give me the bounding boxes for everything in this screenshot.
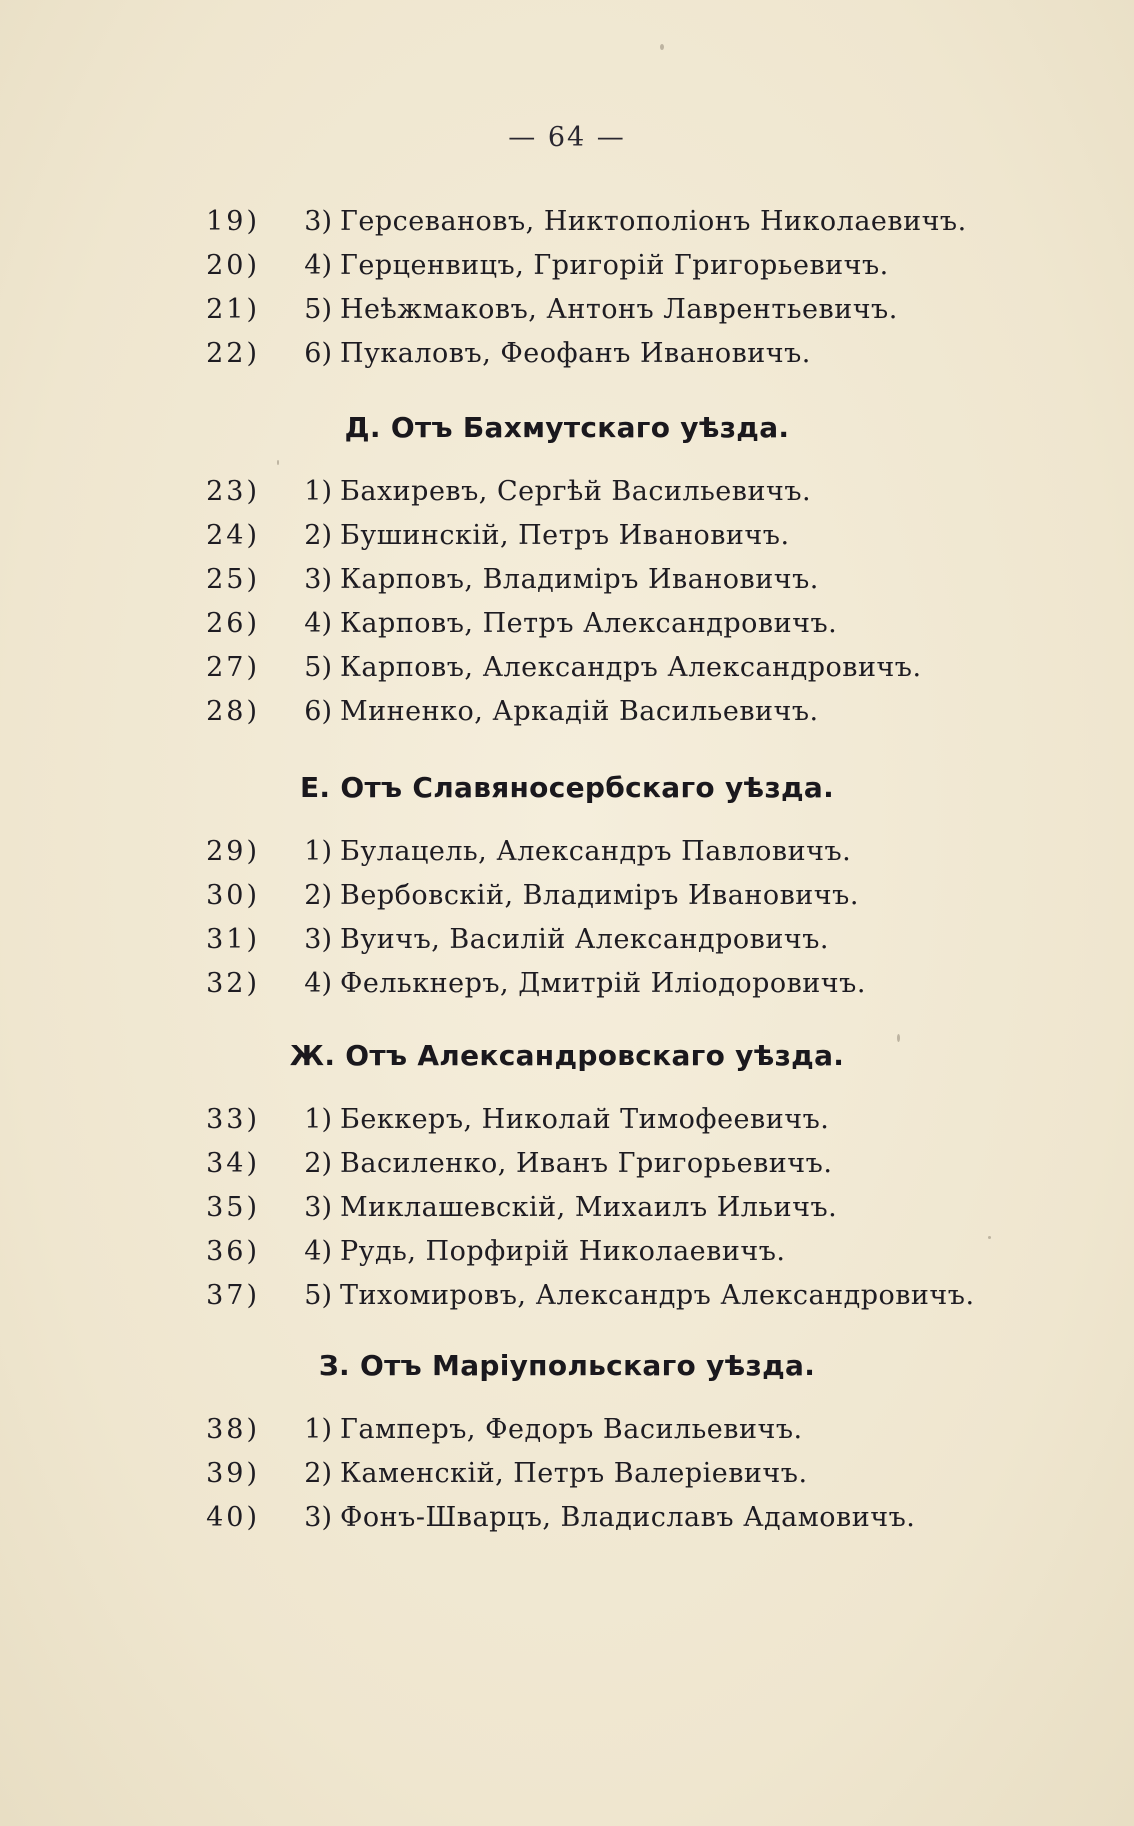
entry-name: Бушинскій, Петръ Ивановичъ.: [340, 520, 790, 551]
entry-name: Булацель, Александръ Павловичъ.: [340, 836, 852, 867]
entry-number: 40): [206, 1502, 260, 1533]
entry-name: Гамперъ, Федоръ Васильевичъ.: [340, 1414, 803, 1445]
entry-subnumber: 5): [304, 652, 332, 683]
entry-number: 36): [206, 1236, 260, 1267]
entry-number: 25): [206, 564, 260, 595]
paper-speck: [897, 1034, 900, 1042]
entry-number: 38): [206, 1414, 260, 1445]
entry-subnumber: 3): [304, 206, 332, 237]
entry-name: Карповъ, Владиміръ Ивановичъ.: [340, 564, 819, 595]
entry-name: Тихомировъ, Александръ Александровичъ.: [340, 1280, 975, 1311]
entry-name: Вербовскій, Владиміръ Ивановичъ.: [340, 880, 859, 911]
entry-name: Василенко, Иванъ Григорьевичъ.: [340, 1148, 833, 1179]
entry-name: Миклашевскій, Михаилъ Ильичъ.: [340, 1192, 838, 1223]
entry-name: Карповъ, Александръ Александровичъ.: [340, 652, 922, 683]
entry-name: Миненко, Аркадій Васильевичъ.: [340, 696, 819, 727]
entry-subnumber: 3): [304, 564, 332, 595]
entry-subnumber: 6): [304, 696, 332, 727]
entry-subnumber: 6): [304, 338, 332, 369]
entry-name: Бахиревъ, Сергѣй Васильевичъ.: [340, 476, 812, 507]
entry-subnumber: 4): [304, 1236, 332, 1267]
entry-subnumber: 3): [304, 1192, 332, 1223]
entry-subnumber: 2): [304, 880, 332, 911]
entry-subnumber: 1): [304, 476, 332, 507]
entry-number: 39): [206, 1458, 260, 1489]
entry-number: 37): [206, 1280, 260, 1311]
paper-speck: [277, 460, 279, 465]
entry-number: 27): [206, 652, 260, 683]
entry-number: 35): [206, 1192, 260, 1223]
entry-subnumber: 2): [304, 520, 332, 551]
section-heading-mariupol: З. Отъ Маріупольскаго уѣзда.: [318, 1349, 816, 1382]
entry-number: 24): [206, 520, 260, 551]
section-heading-slavyanoserbsk: Е. Отъ Славяносербскаго уѣзда.: [299, 771, 835, 804]
entry-subnumber: 4): [304, 608, 332, 639]
entry-subnumber: 2): [304, 1458, 332, 1489]
entry-number: 20): [206, 250, 260, 281]
entry-number: 26): [206, 608, 260, 639]
entry-subnumber: 5): [304, 1280, 332, 1311]
page-number: — 64 —: [508, 122, 626, 153]
entry-name: Беккеръ, Николай Тимофеевичъ.: [340, 1104, 830, 1135]
entry-name: Герсевановъ, Никтополіонъ Николаевичъ.: [340, 206, 967, 237]
entry-number: 22): [206, 338, 260, 369]
entry-subnumber: 3): [304, 1502, 332, 1533]
entry-subnumber: 2): [304, 1148, 332, 1179]
paper-speck: [988, 1236, 991, 1239]
entry-subnumber: 1): [304, 1414, 332, 1445]
entry-name: Вуичъ, Василій Александровичъ.: [340, 924, 829, 955]
entry-name: Каменскій, Петръ Валеріевичъ.: [340, 1458, 808, 1489]
entry-number: 23): [206, 476, 260, 507]
entry-name: Пукаловъ, Феофанъ Ивановичъ.: [340, 338, 811, 369]
entry-number: 29): [206, 836, 260, 867]
entry-name: Неѣжмаковъ, Антонъ Лаврентьевичъ.: [340, 294, 898, 325]
entry-name: Карповъ, Петръ Александровичъ.: [340, 608, 838, 639]
entry-number: 32): [206, 968, 260, 999]
entry-name: Фонъ-Шварцъ, Владиславъ Адамовичъ.: [340, 1502, 916, 1533]
entry-name: Рудь, Порфирій Николаевичъ.: [340, 1236, 786, 1267]
entry-subnumber: 4): [304, 250, 332, 281]
entry-name: Фелькнеръ, Дмитрій Иліодоровичъ.: [340, 968, 866, 999]
entry-subnumber: 5): [304, 294, 332, 325]
entry-subnumber: 3): [304, 924, 332, 955]
entry-number: 34): [206, 1148, 260, 1179]
entry-number: 31): [206, 924, 260, 955]
entry-subnumber: 4): [304, 968, 332, 999]
entry-number: 21): [206, 294, 260, 325]
paper-speck: [660, 44, 664, 50]
entry-number: 19): [206, 206, 260, 237]
section-heading-aleksandrovsk: Ж. Отъ Александровскаго уѣзда.: [289, 1039, 845, 1072]
entry-number: 28): [206, 696, 260, 727]
entry-number: 33): [206, 1104, 260, 1135]
entry-name: Герценвицъ, Григорій Григорьевичъ.: [340, 250, 889, 281]
entry-number: 30): [206, 880, 260, 911]
section-heading-bakhmut: Д. Отъ Бахмутскаго уѣзда.: [344, 411, 790, 444]
entry-subnumber: 1): [304, 836, 332, 867]
entry-subnumber: 1): [304, 1104, 332, 1135]
